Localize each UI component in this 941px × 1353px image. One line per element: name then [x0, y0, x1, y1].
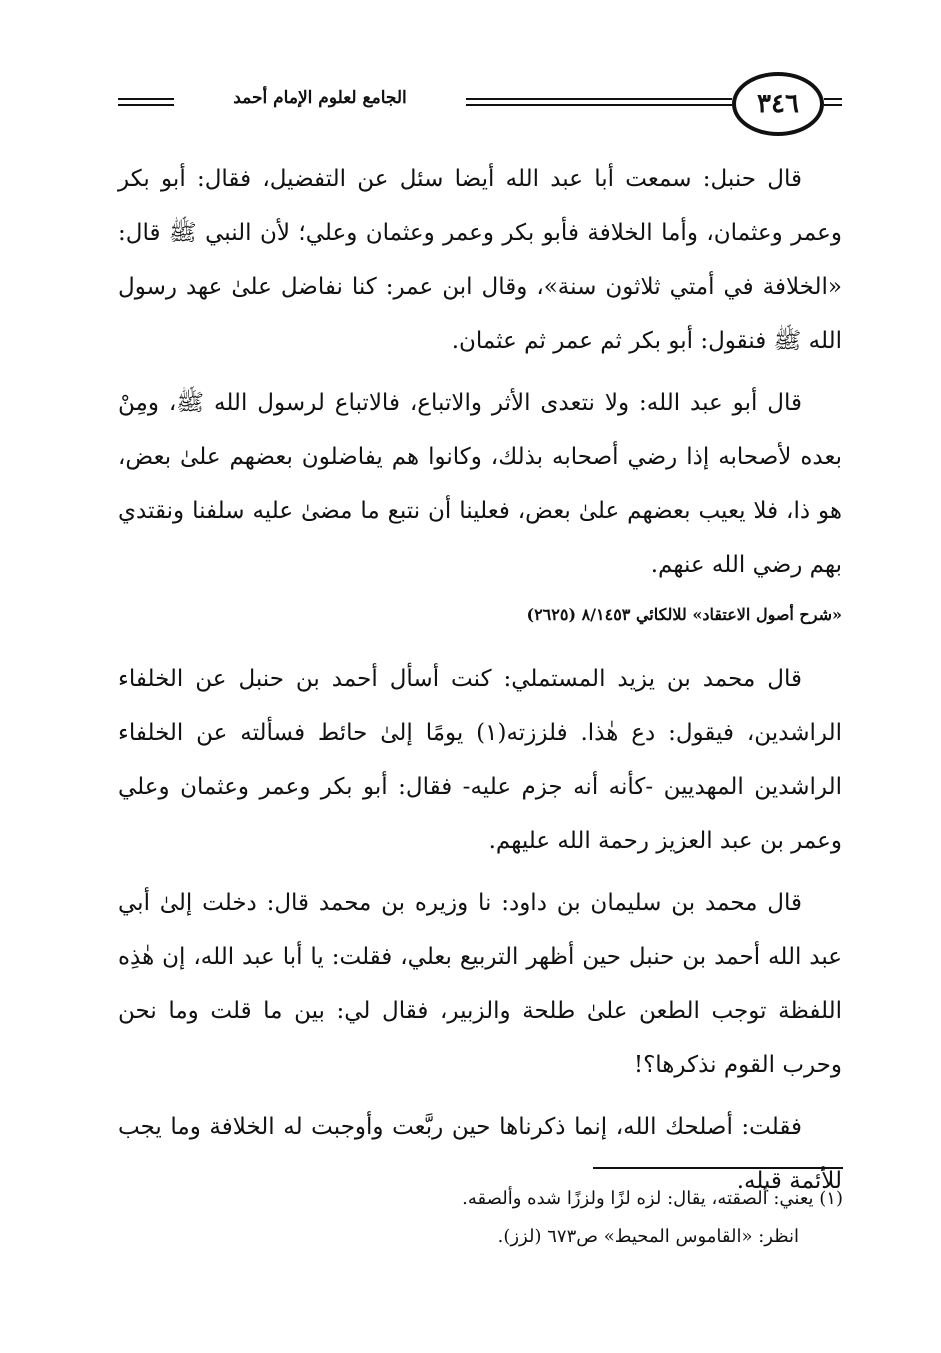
source-citation: «شرح أصول الاعتقاد» للالكائي ٨/١٤٥٣ (٢٦٢٥): [526, 605, 842, 624]
paragraph-abu-abdullah: قال أبو عبد الله: ولا نتعدى الأثر والاتباع، فالاتباع لرسول الله ﷺ، ومِنْ بعده لأصحابه إذا رضي أصحابه بذلك، وكانوا هم يفاضلون بعضهم علىٰ بعض، هو ذا، فلا يعيب بعضهم علىٰ بعض، فعلينا أن نتبع ما مضىٰ عليه سلفنا ونقتدي بهم رضي الله عنهم.: [118, 390, 842, 578]
header-rule-middle: [466, 98, 732, 106]
footnote-separator: [593, 1167, 843, 1169]
footnote-1: (١) يعني: ألصقته، يقال: لزه لزًا ولززًا شده وألصقه.: [462, 1188, 843, 1209]
header-rule-right: [824, 98, 842, 106]
paragraph-hanbal: قال حنبل: سمعت أبا عبد الله أيضا سئل عن التفضيل، فقال: أبو بكر وعمر وعثمان، وأما الخلافة فأبو بكر وعمر وعثمان وعلي؛ لأن النبي ﷺ قال: «الخلافة في أمتي ثلاثون سنة»، وقال ابن عمر: كنا نفاضل علىٰ عهد رسول الله ﷺ فنقول: أبو بكر ثم عمر ثم عثمان.: [118, 166, 842, 354]
paragraph-sulayman: قال محمد بن سليمان بن داود: نا وزيره بن محمد قال: دخلت إلىٰ أبي عبد الله أحمد بن حنبل حين أظهر التربيع بعلي، فقلت: يا أبا عبد الله، إن هٰذِه اللفظة توجب الطعن علىٰ طلحة والزبير، فقال لي: بين ما قلت وما نحن وحرب القوم نذكرها؟!: [118, 890, 842, 1078]
running-title: الجامع لعلوم الإمام أحمد: [233, 88, 407, 108]
page-number: ٣٤٦: [732, 72, 824, 136]
main-text: [118, 152, 842, 1208]
page-header: [118, 72, 842, 134]
paragraph-reply: فقلت: أصلحك الله، إنما ذكرناها حين ربَّعت وأوجبت له الخلافة وما يجب للأئمة قبله.: [118, 1114, 842, 1194]
paragraph-mustamli: قال محمد بن يزيد المستملي: كنت أسأل أحمد بن حنبل عن الخلفاء الراشدين، فيقول: دع هٰذا. فلززته(١) يومًا إلىٰ حائط فسألته عن الخلفاء الراشدين المهديين -كأنه أنه جزم عليه- فقال: أبو بكر وعمر وعثمان وعلي وعمر بن عبد العزيز رحمة الله عليهم.: [118, 666, 842, 854]
header-rule-left: [118, 98, 174, 106]
footnote-1-reference: انظر: «القاموس المحيط» ص٦٧٣ (لزز).: [497, 1226, 799, 1247]
footnotes: [223, 1180, 843, 1256]
